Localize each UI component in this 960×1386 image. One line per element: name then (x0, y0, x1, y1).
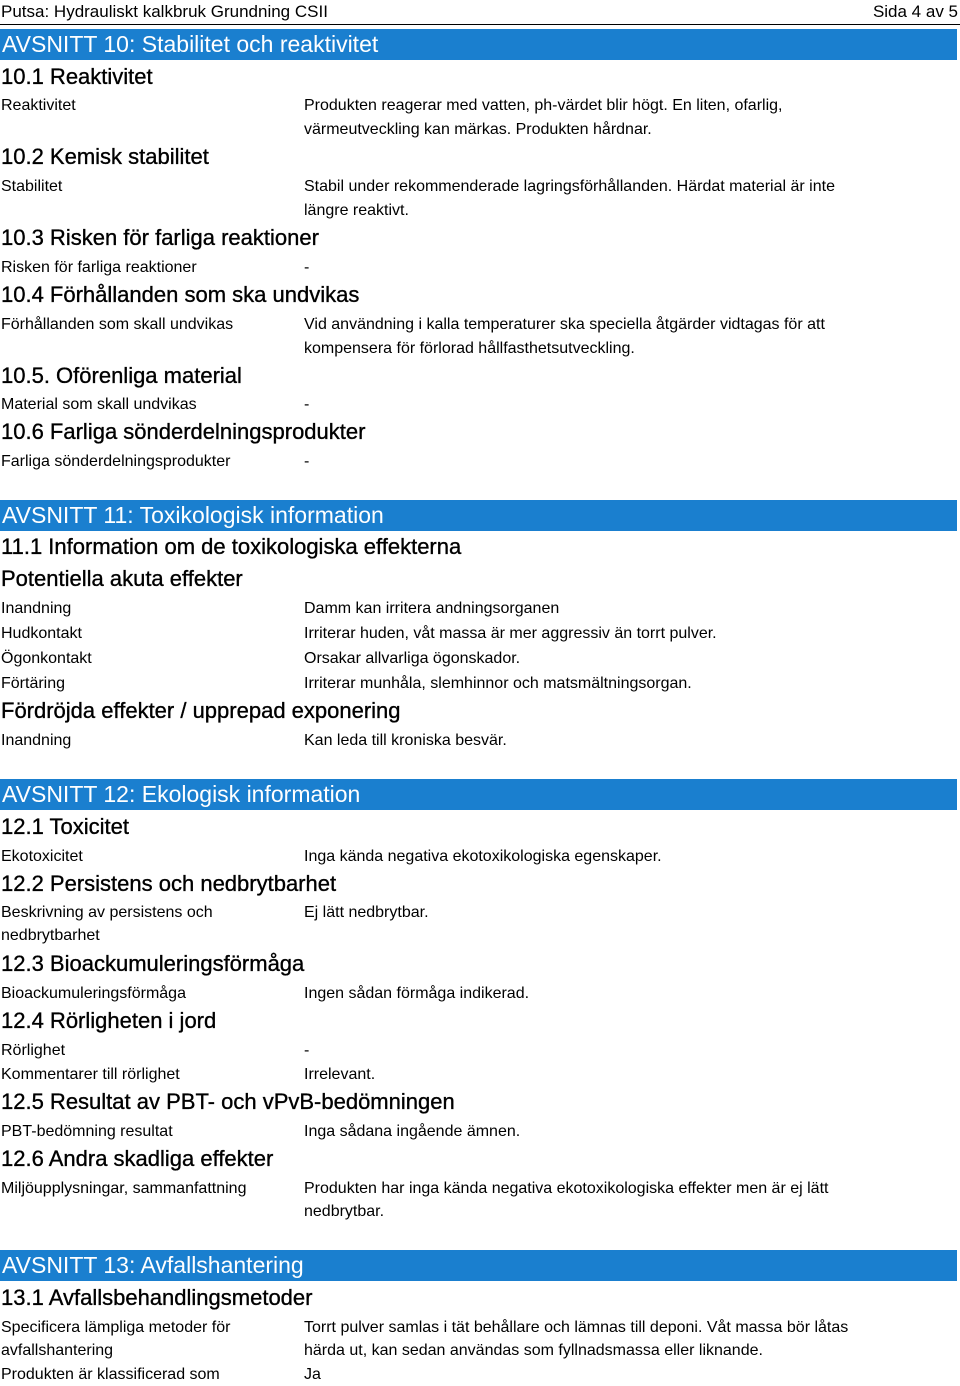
value-klassificerad: Ja (304, 1366, 321, 1383)
label-inandning: Inandning (1, 600, 72, 617)
heading-11-1: 11.1 Information om de toxikologiska effekterna (1, 534, 462, 559)
label-pbt: PBT-bedömning resultat (1, 1123, 173, 1140)
label-reaktivitet: Reaktivitet (1, 97, 76, 114)
heading-akuta-effekter: Potentiella akuta effekter (1, 566, 243, 591)
value-risken: - (304, 259, 310, 276)
value-kommentarer: Irrelevant. (304, 1066, 376, 1083)
document-title: Putsa: Hydrauliskt kalkbruk Grundning CSII (1, 2, 328, 21)
label-material: Material som skall undvikas (1, 396, 197, 413)
label-rorlighet: Rörlighet (1, 1042, 66, 1059)
heading-12-6: 12.6 Andra skadliga effekter (1, 1146, 274, 1171)
heading-12-1: 12.1 Toxicitet (1, 814, 130, 839)
label-specificera-line1: Specificera lämpliga metoder för (1, 1319, 231, 1336)
value-farliga: - (304, 453, 310, 470)
page-header (0, 0, 960, 24)
value-specificera-line2: härda ut, kan sedan användas som fyllnadsmassa eller liknande. (304, 1342, 763, 1359)
value-fortaring: Irriterar munhåla, slemhinnor och matsmältningsorgan. (304, 675, 692, 692)
value-pbt: Inga sådana ingående ämnen. (304, 1123, 521, 1140)
heading-12-2: 12.2 Persistens och nedbrytbarhet (1, 871, 337, 896)
value-miljo-line2: nedbrytbar. (304, 1203, 385, 1220)
heading-10-2: 10.2 Kemisk stabilitet (1, 144, 209, 169)
value-stabilitet-line1: Stabil under rekommenderade lagringsförhållanden. Härdat material är inte (304, 178, 835, 195)
label-ogonkontakt: Ögonkontakt (1, 650, 92, 667)
heading-10-3: 10.3 Risken för farliga reaktioner (1, 225, 319, 250)
label-forhallanden: Förhållanden som skall undvikas (1, 316, 234, 333)
label-risken: Risken för farliga reaktioner (1, 259, 197, 276)
value-bioackumulering: Ingen sådan förmåga indikerad. (304, 985, 530, 1002)
value-reaktivitet-line2: värmeutveckling kan märkas. Produkten hårdnar. (304, 121, 652, 138)
label-inandning-fordrojd: Inandning (1, 732, 72, 749)
value-forhallanden-line2: kompensera för förlorad hållfasthetsutveckling. (304, 340, 635, 357)
value-miljo-line1: Produkten har inga kända negativa ekotoxikologiska effekter men är ej lätt (304, 1180, 829, 1197)
label-specificera-line2: avfallshantering (1, 1342, 114, 1359)
label-kommentarer: Kommentarer till rörlighet (1, 1066, 180, 1083)
value-ekotoxicitet: Inga kända negativa ekotoxikologiska egenskaper. (304, 848, 662, 865)
label-hudkontakt: Hudkontakt (1, 625, 82, 642)
heading-fordrojda-effekter: Fördröjda effekter / upprepad exponering (1, 698, 401, 723)
heading-10-4: 10.4 Förhållanden som ska undvikas (1, 282, 360, 307)
value-specificera-line1: Torrt pulver samlas i tät behållare och lämnas till deponi. Våt massa bör låtas (304, 1319, 849, 1336)
section-12-bar: AVSNITT 12: Ekologisk information (0, 779, 957, 810)
section-13-bar: AVSNITT 13: Avfallshantering (0, 1250, 957, 1281)
value-material: - (304, 396, 310, 413)
heading-12-5: 12.5 Resultat av PBT- och vPvB-bedömningen (1, 1089, 455, 1114)
page-number: Sida 4 av 5 (872, 2, 958, 21)
heading-10-5: 10.5. Oförenliga material (1, 363, 242, 388)
value-inandning: Damm kan irritera andningsorganen (304, 600, 560, 617)
value-beskrivning: Ej lätt nedbrytbar. (304, 904, 429, 921)
value-forhallanden-line1: Vid användning i kalla temperaturer ska speciella åtgärder vidtagas för att (304, 316, 825, 333)
label-klassificerad: Produkten är klassificerad som (1, 1366, 220, 1383)
header-divider (0, 24, 960, 25)
label-miljo: Miljöupplysningar, sammanfattning (1, 1180, 247, 1197)
label-stabilitet: Stabilitet (1, 178, 63, 195)
label-bioackumulering: Bioackumuleringsförmåga (1, 985, 186, 1002)
heading-12-4: 12.4 Rörligheten i jord (1, 1008, 217, 1033)
heading-13-1: 13.1 Avfallsbehandlingsmetoder (1, 1285, 313, 1310)
value-rorlighet: - (304, 1042, 310, 1059)
label-fortaring: Förtäring (1, 675, 66, 692)
value-inandning-fordrojd: Kan leda till kroniska besvär. (304, 732, 507, 749)
heading-10-1: 10.1 Reaktivitet (1, 64, 153, 89)
label-farliga: Farliga sönderdelningsprodukter (1, 453, 231, 470)
value-stabilitet-line2: längre reaktivt. (304, 202, 409, 219)
label-beskrivning-line1: Beskrivning av persistens och (1, 904, 213, 921)
section-10-bar: AVSNITT 10: Stabilitet och reaktivitet (0, 29, 957, 60)
heading-12-3: 12.3 Bioackumuleringsförmåga (1, 951, 305, 976)
label-ekotoxicitet: Ekotoxicitet (1, 848, 83, 865)
heading-10-6: 10.6 Farliga sönderdelningsprodukter (1, 419, 366, 444)
section-11-bar: AVSNITT 11: Toxikologisk information (0, 500, 957, 531)
label-beskrivning-line2: nedbrytbarhet (1, 927, 100, 944)
value-hudkontakt: Irriterar huden, våt massa är mer aggressiv än torrt pulver. (304, 625, 717, 642)
value-ogonkontakt: Orsakar allvarliga ögonskador. (304, 650, 521, 667)
value-reaktivitet-line1: Produkten reagerar med vatten, ph-värdet blir högt. En liten, ofarlig, (304, 97, 783, 114)
